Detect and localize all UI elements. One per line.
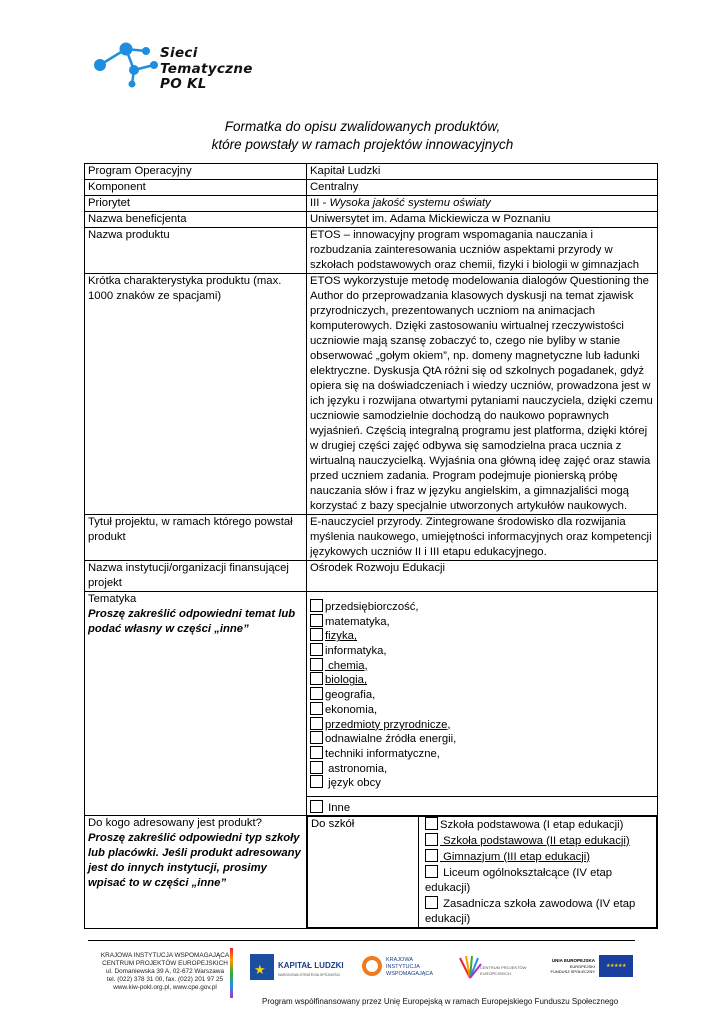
- product-form-table: [84, 163, 658, 929]
- footer-institution: KRAJOWA INSTYTUCJA WSPOMAGAJĄCA CENTRUM PROJEKTÓW EUROPEJSKICH ul. Domaniewska 39 A, 02-672 Warszawa tel. (022) 378 31 00, fax. (022) 201 97 25 www.kiw-pokl.org.pl, www.cpe.gov.pl: [100, 952, 230, 991]
- checkbox[interactable]: [310, 717, 323, 730]
- topic-option[interactable]: techniki informatyczne,: [310, 746, 654, 761]
- value: Kapitał Ludzki: [307, 164, 658, 180]
- label: Nazwa beneficjenta: [85, 212, 307, 228]
- value: E-nauczyciel przyrody. Zintegrowane środowisko dla rozwijania myślenia naukowego, umiejętności informacyjnych oraz kompetencji językowych uczniów II i III etapu edukacyjnego.: [307, 515, 658, 561]
- school-option[interactable]: Gimnazjum (III etap edukacji): [425, 849, 653, 865]
- row-priorytet: [85, 196, 658, 212]
- eu-logo: UNIA EUROPEJSKA EUROPEJSKI FUNDUSZ SPOŁECZNY ★★★★★: [545, 955, 635, 985]
- eu-flag-icon: ★★★★★: [599, 955, 633, 977]
- row-tematyka: [85, 592, 658, 816]
- topic-option[interactable]: chemia,: [310, 658, 654, 673]
- label: Tytuł projektu, w ramach którego powstał produkt: [85, 515, 307, 561]
- topic-option[interactable]: astronomia,: [310, 761, 654, 776]
- checkbox[interactable]: [310, 599, 323, 612]
- cpe-logo: CENTRUM PROJEKTÓW EUROPEJSKICH: [458, 954, 538, 984]
- recipient-table: [307, 816, 657, 928]
- topics-list: [307, 592, 658, 816]
- checkbox[interactable]: [310, 672, 323, 685]
- row-instytucja: [85, 561, 658, 592]
- logo-text: Sieci Tematyczne PO KL: [160, 45, 253, 92]
- checkbox[interactable]: [310, 628, 323, 641]
- topic-option[interactable]: geografia,: [310, 687, 654, 702]
- footer-divider: [88, 940, 635, 941]
- kapital-ludzki-logo: ★ KAPITAŁ LUDZKI NARODOWA STRATEGIA SPÓJNOŚCI: [250, 954, 350, 986]
- label: Do kogo adresowany jest produkt? Proszę zakreślić odpowiedni typ szkoły lub placówki. Jeśli produkt adresowany jest do innych instytucji, prosimy wpisać to w części „inne”: [85, 815, 307, 928]
- school-option[interactable]: Zasadnicza szkoła zawodowa (IV etap edukacji): [425, 897, 639, 925]
- checkbox[interactable]: [310, 687, 323, 700]
- topic-option[interactable]: język obcy: [310, 775, 654, 790]
- school-option[interactable]: Liceum ogólnokształcące (IV etap edukacji): [425, 866, 616, 894]
- value: Centralny: [307, 180, 658, 196]
- topic-option[interactable]: biologia,: [310, 672, 654, 687]
- checkbox[interactable]: [425, 833, 438, 846]
- checkbox[interactable]: [310, 761, 323, 774]
- checkbox[interactable]: [425, 865, 438, 878]
- checkbox[interactable]: [310, 746, 323, 759]
- row-produkt: [85, 228, 658, 274]
- checkbox[interactable]: [425, 849, 438, 862]
- school-option[interactable]: Szkoła podstawowa (II etap edukacji): [425, 833, 653, 849]
- document-title: Formatka do opisu zwalidowanych produktów, które powstały w ramach projektów innowacyjnych: [211, 119, 514, 152]
- value: Uniwersytet im. Adama Mickiewicza w Poznaniu: [307, 212, 658, 228]
- topic-option[interactable]: odnawialne źródła energii,: [310, 731, 654, 746]
- value: Ośrodek Rozwoju Edukacji: [307, 561, 658, 592]
- checkbox[interactable]: [310, 800, 323, 813]
- topic-option[interactable]: fizyka,: [310, 628, 654, 643]
- label: Komponent: [85, 180, 307, 196]
- label: Program Operacyjny: [85, 164, 307, 180]
- label: Nazwa produktu: [85, 228, 307, 274]
- topic-option[interactable]: matematyka,: [310, 614, 654, 629]
- value: III - Wysoka jakość systemu oświaty: [307, 196, 658, 212]
- checkbox[interactable]: [310, 658, 323, 671]
- school-option[interactable]: Szkoła podstawowa (I etap edukacji): [425, 817, 653, 833]
- checkbox[interactable]: [310, 731, 323, 744]
- kiw-logo: KRAJOWA INSTYTUCJA WSPOMAGAJĄCA: [362, 956, 442, 986]
- checkbox[interactable]: [425, 896, 438, 909]
- topic-option[interactable]: przedmioty przyrodnicze,: [310, 717, 654, 732]
- school-list: [419, 816, 657, 927]
- topic-option[interactable]: ekonomia,: [310, 702, 654, 717]
- checkbox[interactable]: [310, 775, 323, 788]
- checkbox[interactable]: [310, 643, 323, 656]
- row-program: [85, 164, 658, 180]
- cpe-fan-icon: [458, 954, 482, 980]
- row-tytul: [85, 515, 658, 561]
- label: Priorytet: [85, 196, 307, 212]
- row-beneficjent: [85, 212, 658, 228]
- topic-option[interactable]: informatyka,: [310, 643, 654, 658]
- cofinance-note: Program współfinansowany przez Unię Europejską w ramach Europejskiego Funduszu Społecznego: [262, 997, 619, 1006]
- label: Krótka charakterystyka produktu (max. 1000 znaków ze spacjami): [85, 274, 307, 515]
- topic-other[interactable]: Inne: [307, 796, 657, 815]
- topic-option[interactable]: przedsiębiorczość,: [310, 599, 654, 614]
- recipient-cell: [307, 815, 658, 928]
- checkbox[interactable]: [310, 702, 323, 715]
- row-charakterystyka: [85, 274, 658, 515]
- row-komponent: [85, 180, 658, 196]
- footer-color-bar: [230, 948, 233, 998]
- sub-label: Do szkół: [308, 816, 419, 927]
- checkbox[interactable]: [425, 817, 438, 830]
- value: ETOS – innowacyjny program wspomagania nauczania i rozbudzania zainteresowania uczniów aspektami przyrody w szkołach podstawowych oraz chemii, fizyki i biologii w gimnazjach: [307, 228, 658, 274]
- value: ETOS wykorzystuje metodę modelowania dialogów Questioning the Author do przeprowadzania klasowych dyskusji na temat zjawisk przyrodniczych, prezentowanych uczniom na animacjach komputerowych. Dzięki zastosowaniu wirtualnej rzeczywistości uczniowie mają szansę zobaczyć to, czego nie byliby w stanie obserwować „gołym okiem”, np. domeny magnetyczne lub ładunki elektryczne. Dyskusja QtA różni się od szkolnych pogadanek, gdyż opiera się na doświadczeniach i wiedzy uczniów, prowadzona jest w ich języku i rozwijana otwartymi pytaniami nauczyciela, dzięki czemu uczniowie samodzielnie dochodzą do naukowo poprawnych wyjaśnień. Częścią integralną programu jest platforma, dzięki której w drugiej części zajęć odbywa się samodzielna praca ucznia z wirtualną nauczycielką. Wyjaśnia ona główną ideę zajęć oraz stawia przed uczniem zadania. Program podejmuje pionierską próbę nauczania słów i fraz w języku angielskim, a gimnazjaliści mogą korzystać z bazy specjalnie utworzonych artykułów naukowych.: [307, 274, 658, 515]
- row-adresat: [85, 815, 658, 928]
- label: Tematyka Proszę zakreślić odpowiedni temat lub podać własny w części „inne”: [85, 592, 307, 816]
- checkbox[interactable]: [310, 614, 323, 627]
- label: Nazwa instytucji/organizacji finansującej projekt: [85, 561, 307, 592]
